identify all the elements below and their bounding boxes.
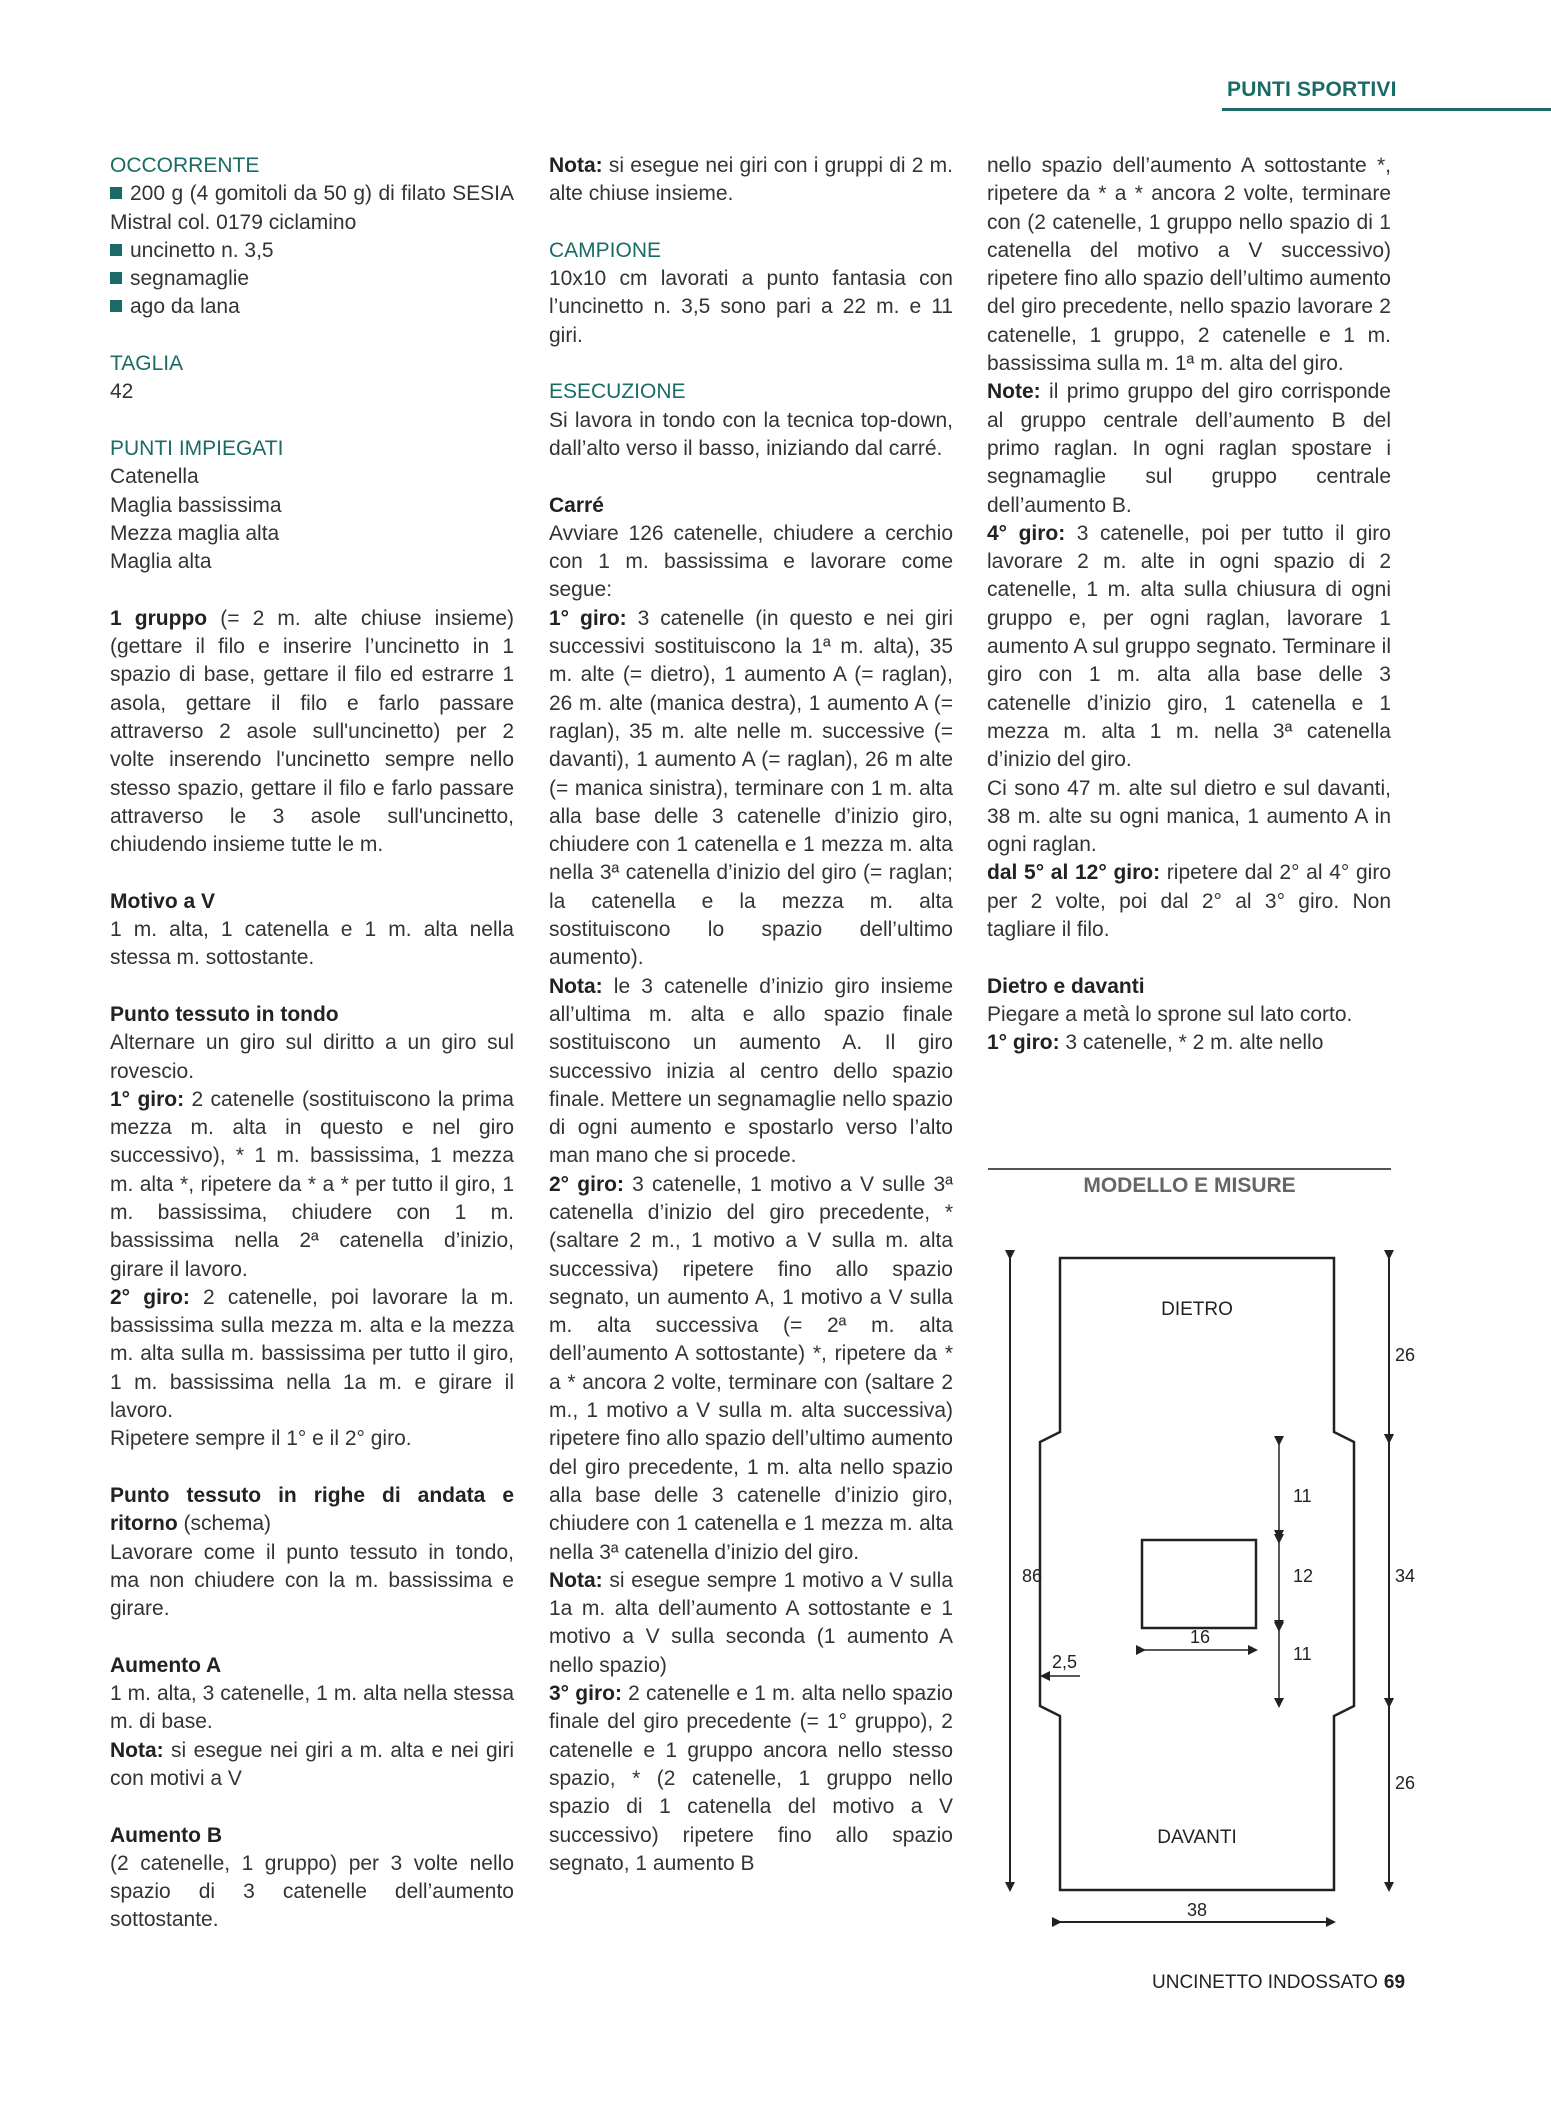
dietro-davanti-heading: Dietro e davanti [987,974,1145,998]
giro3-continuation: nello spazio dell’aumento A sottostante *, ripetere da * a * ancora 2 volte, terminare con (2 catenelle, 1 gruppo nello spazio di 1 catenella del motivo a V successivo) ripetere fino allo spazio dell’ultimo aumento del giro precedente, nello spazio lavorare 2 catenelle, 1 gruppo, 2 catenelle e 1 m. bassissima sulla m. 1ª m. alta del giro. [987,154,1391,376]
occorrente-item: uncinetto n. 3,5 [110,237,514,265]
punto-item: Mezza maglia alta [110,521,280,545]
giro2-paragraph: 2° giro: 2 catenelle, poi lavorare la m. bassissima sulla mezza m. alta e la mezza m. alta sulla m. bassissima per tutto il giro, 1 m. bassissima nella 1a m. e girare il lavoro. [110,1285,514,1423]
bullet-square-icon [110,272,122,284]
campione-heading: CAMPIONE [549,238,662,262]
dim-12: 12 [1293,1566,1314,1586]
diagram-title: MODELLO E MISURE [1083,1174,1296,1197]
dietro-davanti-text: Piegare a metà lo sprone sul lato corto. [987,1002,1353,1026]
dim-11-top: 11 [1293,1486,1312,1506]
gruppo-paragraph: 1 gruppo (= 2 m. alte chiuse insieme) (gettare il filo e inserire l’uncinetto in 1 spazio di base, gettare il filo ed estrarre 1 asola, gettare il filo e farlo passare attraverso 2 asole sull'uncinetto) per 2 volte inserendo l'uncinetto sempre nello stesso spazio, gettare il filo e farlo passare attraverso le 3 asole sull'uncinetto, chiudendo insieme tutte le m. [110,606,514,857]
ripetere-text: Ripetere sempre il 1° e il 2° giro. [110,1427,412,1451]
righe-heading: Punto tessuto in righe di andata e ritorno (schema) [110,1483,514,1536]
note-paragraph: Note: il primo gruppo del giro corrisponde al gruppo centrale dell’aumento B del primo raglan. In ogni raglan spostare i segnamaglie sul gruppo centrale dell’aumento B. [987,380,1391,517]
righe-text: Lavorare come il punto tessuto in tondo, ma non chiudere con la m. bassissima e girare. [110,1540,514,1621]
dim-11-bottom: 11 [1293,1644,1312,1664]
campione-text: 10x10 cm lavorati a punto fantasia con l’uncinetto n. 3,5 sono pari a 22 m. e 11 giri. [549,267,953,347]
carre-nota: Nota: le 3 catenelle d’inizio giro insieme all’ultima m. alta e allo spazio finale sostituiscono un aumento A. Il giro successivo inizia al centro dello spazio finale. Mettere un segnamaglie nello spazio di ogni aumento e spostarlo verso l’alto man mano che si procede. [549,974,953,1168]
tessuto-text: Alternare un giro sul diritto a un giro sul rovescio. [110,1031,514,1083]
dim-86: 86 [1022,1566,1043,1586]
carre-heading: Carré [549,493,604,517]
occorrente-item: ago da lana [110,293,514,321]
occorrente-item: segnamaglie [110,265,514,293]
column-2 [549,152,953,1878]
garment-diagram [980,1230,1420,1940]
taglia-value: 42 [110,380,134,404]
dim-26-top: 26 [1394,1345,1416,1365]
page-footer [1152,1972,1405,1994]
occorrente-item: 200 g (4 gomitoli da 50 g) di filato SESIA Mistral col. 0179 ciclamino [110,182,514,234]
nota-gruppi: Nota: si esegue nei giri con i gruppi di 2 m. alte chiuse insieme. [549,154,953,206]
page-number: 69 [1383,1972,1406,1993]
giro4-paragraph: 4° giro: 3 catenelle, poi per tutto il giro lavorare 2 m. alte in ogni spazio di 2 catenelle, 1 m. alta sulla chiusura di ogni gruppo e, per ogni raglan, lavorare 1 aumento A sul gruppo segnato. Terminare il giro con 1 m. alta alla base delle 3 catenelle d’inizio giro, 1 catenella e 1 mezza m. alta 1 m. nella 3ª catenella d’inizio del giro. [987,521,1391,772]
dim-38: 38 [1186,1900,1208,1920]
punto-item: Maglia alta [110,550,212,574]
tessuto-heading: Punto tessuto in tondo [110,1002,339,1026]
bullet-square-icon [110,300,122,312]
armhole-rect [1142,1540,1256,1628]
esecuzione-text: Si lavora in tondo con la tecnica top-down, dall’alto verso il basso, iniziando dal carré. [549,408,953,460]
count-paragraph: Ci sono 47 m. alte sul dietro e sul davanti, 38 m. alte su ogni manica, 1 aumento A in ogni raglan. [987,776,1391,857]
giro1-paragraph: 1° giro: 2 catenelle (sostituiscono la prima mezza m. alta in questo e nel giro successivo), * 1 m. bassissima, 1 mezza m. alta *, ripetere da * a * per tutto il giro, 1 m. bassissima, chiudere con 1 m. bassissima nella 2ª catenella d’inizio, girare il lavoro. [110,1087,514,1281]
dim-34: 34 [1394,1566,1416,1586]
aumento-a-nota: Nota: si esegue nei giri a m. alta e nei giri con motivi a V [110,1738,514,1790]
label-dietro: DIETRO [1161,1299,1233,1320]
column-1 [110,152,514,1935]
motivo-heading: Motivo a V [110,889,216,913]
column-3 [987,152,1391,1058]
dietro-davanti-giro1: 1° giro: 3 catenelle, * 2 m. alte nello [987,1031,1324,1055]
giro5-12-paragraph: dal 5° al 12° giro: ripetere dal 2° al 4° giro per 2 volte, poi dal 2° al 3° giro. Non tagliare il filo. [987,861,1391,942]
dim-16: 16 [1189,1627,1211,1647]
aumento-b-text: (2 catenelle, 1 gruppo) per 3 volte nello spazio di 3 catenelle dell’aumento sottostante. [110,1851,514,1932]
aumento-b-heading: Aumento B [110,1823,222,1847]
carre-nota-v: Nota: si esegue sempre 1 motivo a V sulla 1a m. alta dell’aumento A sottostante e 1 motivo a V sulla seconda (1 aumento A nello spazio) [549,1568,953,1677]
punti-heading: PUNTI IMPIEGATI [110,436,284,460]
carre-text: Avviare 126 catenelle, chiudere a cerchio con 1 m. bassissima e lavorare come segue: [549,521,953,602]
aumento-a-heading: Aumento A [110,1653,222,1677]
punto-item: Maglia bassissima [110,493,282,517]
bullet-square-icon [110,244,122,256]
occorrente-heading: OCCORRENTE [110,154,260,177]
punto-item: Catenella [110,465,199,489]
carre-giro1: 1° giro: 3 catenelle (in questo e nei giri successivi sostituiscono la 1ª m. alta), 35 m. alte (= dietro), 1 aumento A (= raglan), 26 m. alte (manica destra), 1 aumento A (= raglan), 35 m. alte nelle m. successive (= davanti), 1 aumento A (= raglan), 26 m alte (= manica sinistra), terminare con 1 m. alta alla base delle 3 catenelle d’inizio giro, chiudere con 1 catenella e 1 mezza m. alta nella 3ª catenella d’inizio del giro (= raglan; la catenella e la mezza m. alta sostituiscono lo spazio dell’ultimo aumento). [549,606,953,970]
dim-26-bottom: 26 [1394,1773,1416,1793]
label-davanti: DAVANTI [1157,1827,1237,1848]
aumento-a-text: 1 m. alta, 3 catenelle, 1 m. alta nella stessa m. di base. [110,1682,514,1734]
diagram-rule [988,1168,1391,1170]
header-rule [1222,108,1551,111]
carre-giro2: 2° giro: 3 catenelle, 1 motivo a V sulle 3ª catenella d’inizio del giro precedente, * (saltare 2 m., 1 motivo a V sulla m. alta successiva) ripetere fino allo spazio segnato, un aumento A, 1 motivo a V sulla m. alta successiva (= 2ª m. alta dell’aumento A sottostante) *, ripetere da * a * ancora 2 volte, terminare con (saltare 2 m., 1 motivo a V sulla m. alta successiva) ripetere fino allo spazio dell’ultimo aumento del giro precedente, 1 m. alta nello spazio alla base delle 3 catenelle d’inizio giro, chiudere con 1 catenella e 1 mezza m. alta nella 3ª catenella d’inizio del giro. [549,1172,953,1564]
dim-2-5: 2,5 [1052,1652,1078,1672]
magazine-name: UNCINETTO INDOSSATO [1152,1972,1378,1993]
bullet-square-icon [110,187,122,199]
motivo-text: 1 m. alta, 1 catenella e 1 m. alta nella stessa m. sottostante. [110,918,514,970]
esecuzione-heading: ESECUZIONE [549,380,686,404]
taglia-heading: TAGLIA [110,352,184,376]
carre-giro3: 3° giro: 2 catenelle e 1 m. alta nello spazio finale del giro precedente (= 1° gruppo), 2 catenelle e 1 gruppo ancora nello stesso spazio, * (2 catenelle, 1 gruppo nello spazio di 1 catenella del motivo a V successivo) ripetere fino allo spazio segnato, 1 aumento B [549,1682,953,1875]
section-tag: PUNTI SPORTIVI [1227,78,1397,101]
